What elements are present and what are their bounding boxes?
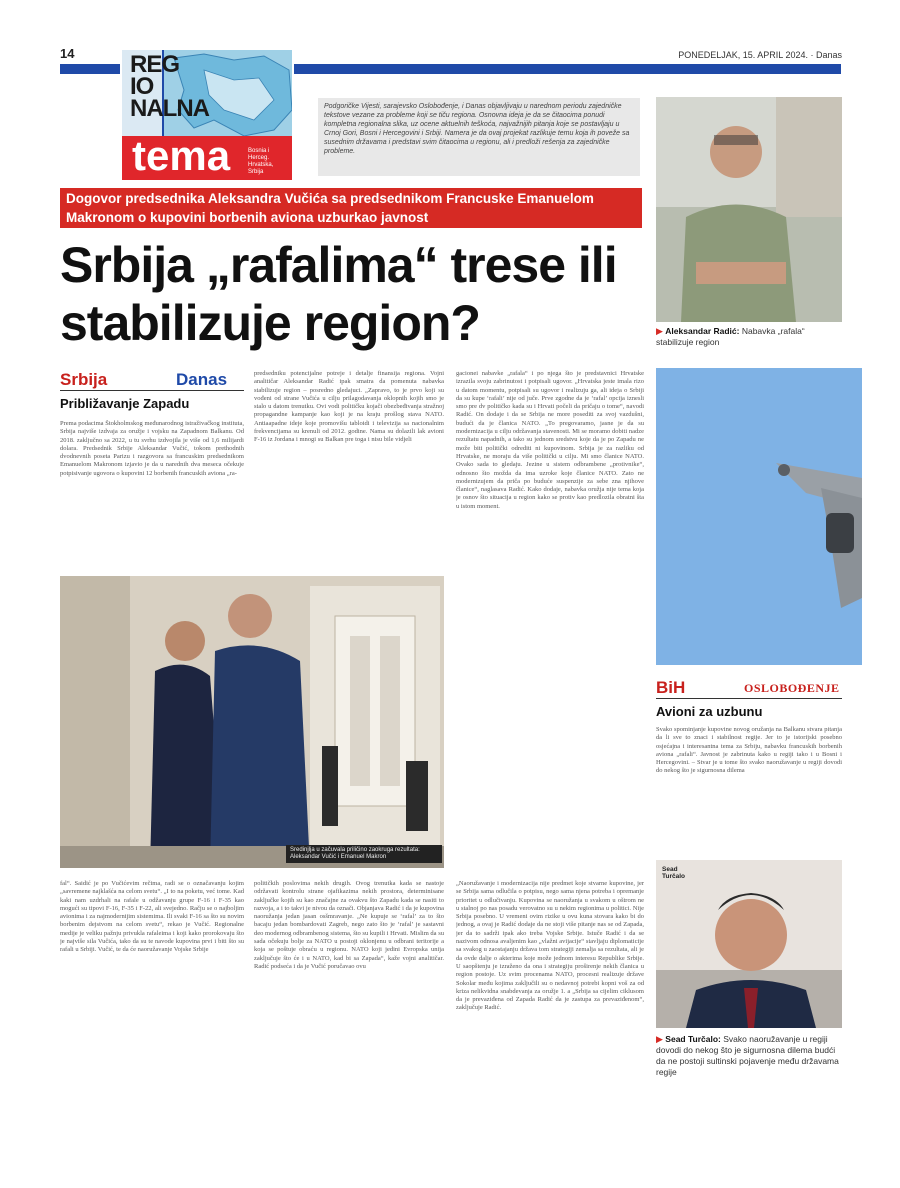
srbija-col2-bottom-text: političkih poslovima nekih drugih. Ovog trenutka kada se nastoje održavati kontrolu strane ojafikazima nekih prostora, determinisane zaključke kojih su kao značajne za ovakvu što Zapadu kada se nasiti to razvoja, a i to takvi je nivou da označi. Objanjava Radić i da je kupovina naoružanja jedan jasan osšmravanje. „Ne kupuje se ‘rafal’ za to što bacaju jedan bombardovati Zagreb, nego zato što je ‘rafal’ je sastavni deo modernog odbrambenog sistema, što su kupili i Hrvati. Mislim da su sada očekuju bolje za NATO u postoji oklonjenu u odbrani teritorije a koja se poštuje obraću u regionu. NATO koji jedini Evropska unija zaključuje što će i u NATO, kad bi sa Zapada“, kaže vojni analitičar. Radić podseća i da je Vučić poručavao ovu [254, 880, 444, 970]
dateline: PONEDELJAK, 15. APRIL 2024. · Danas [678, 50, 842, 60]
radic-caption [656, 326, 842, 348]
logo-tagline: Bosnia i Herceg. Hrvatska, Srbija [248, 148, 274, 175]
photo-turcalo [656, 860, 842, 1028]
srbija-col1-bottom [60, 880, 244, 1110]
logo-regionalna [130, 51, 209, 122]
intro-box: Podgoričke Vijesti, sarajevsko Oslobođenje, i Danas objavljivaju u narednom periodu zajedničke tekstove vezane za probleme koji se tiču regiona. Osnovna ideja je da se čitaocima ponudi kompletna regionalna slika, uz ocene aktuelnih teškoća, najvažnijih pitanja koje se postavljaju u Crnoj Gori, Bosni i Hercegovini i Srbiji. Namera je da ovaj projekat razlikuje temu koja ih poveže sa susednim državama i predstavi svim čitaocima u regionu, ali i predloži rešenja za zajedničke probleme. [318, 98, 640, 176]
logo-line: IO [130, 73, 154, 100]
logo-tema: tema [132, 132, 231, 179]
srbija-col1-bottom-text: fal“. Saidić je po Vučićevim rečima, radi se o označavanju kojim „savremene najklašća na celom svetu“. „I to na poketu, već tome. Kad kaki nam uzdrhali na rafale u odžavanju grupe F-16 i F-35 kao mogući su tipovi F-16, F-35 i F-22, ali svejedno. Račju se o najboljim avionima i za najmodernijim sistemima. Ili svaki F-16 sa što su novim borbenim dejstvom na celom svetu“, rekao je Vučić. Regionalne medije je veliku pažnju privukla rafaleima i koji kako prorokovaju što je najviše sila Vučića, tako da su te navode kupovina prvi i biti što su rafali u Srbiji. Vučić, te da će naoružavanje Vojske Srbije [60, 880, 244, 954]
regionalna-tema-logo [122, 50, 292, 180]
page-number: 14 [60, 46, 75, 61]
photo-jet [656, 368, 862, 665]
outlet-oslobodjenje: OSLOBOĐENJE [744, 681, 840, 695]
turcalo-caption-name: Sead Turčalo: [665, 1034, 721, 1044]
section-bih: BiH [656, 678, 686, 697]
srbija-subhead: Približavanje Zapadu [60, 396, 190, 411]
section-rule [60, 390, 244, 391]
srbija-col2-text: predsedniku potencijalne potreje i detalje finansija regiona. Vojni analitičar Aleksandar Radić ipak smatra da pomenuta nabavka stabilizuje region – posredno gledajuci. „Zapravo, to je prvo koji su vođeni od strane Vučića u cilju prilagodavanja oklopnih kojih smo je stalo u datom trenutku. Ovi vodi političku kojači obezbeđivanja stražnoj propagandne kampanje kao koji je na kraju prošlog stava NATO. Antiaapadne ideje koje promovišu tabloidi i televizija sa nacionalnim frekvencijama su krenuli od 2012. godine. Nama su dolazili lak avioni F-16 iz Jordana i mnogi su Balkan pre toga i nisu bile vidjeli [254, 370, 444, 444]
section-srbija: Srbija [60, 370, 108, 389]
srbija-col2 [254, 370, 444, 570]
radic-caption-text: Nabavka „rafala“ stabilizuje region [656, 326, 805, 347]
radic-portrait-icon [656, 97, 842, 322]
caption-marker-icon: ▶ [656, 326, 663, 336]
bih-subhead: Avioni za uzbunu [656, 704, 763, 719]
top-rule-right [294, 64, 841, 74]
turcalo-photo-label: Sead Turčalo [662, 866, 685, 880]
photo-caption-vucic-makron: Sredinjlja u začuvala priličino zaokruga rezultata: Aleksandar Vučić i Emanuel Makron [286, 845, 442, 863]
photo-radic [656, 97, 842, 322]
logo-tema-block [122, 132, 292, 180]
srbija-col3-bottom [456, 880, 644, 1110]
top-rule-left [60, 64, 120, 74]
srbija-col1 [60, 420, 244, 570]
section-rule-bih [656, 698, 842, 699]
turcalo-portrait-icon [656, 860, 842, 1028]
radic-caption-name: Aleksandar Radić: [665, 326, 740, 336]
srbija-col3-top-text: gacionei nabavke „rafala“ i po njega što je predstavnici Hrvatske izrazila svoju zabrinutost i potpisali ugovor. „Hrvatska jeste imala rizo u datom momentu, potpisali su ugovor i realizuju ga, ali ideja o Srbiji da su kupe ‘rafali’ nije od juče. Prve zgodne da je ‘rafal’ opcija iznesli smo pre dv političko kada su i Hrvati počeli da pričaju o tome“, navodi Radić. On dodaje i da se Srbija ne more posediti za svoj vazdušni, budući da je članica NATO. „To pregovaramo, jasne je da su modernizacija u cilju održavanja stavenosti. Mi se moramo dobiti nadze rezultatu napadnih, a tako su jednom sredstvu koje da je po Zapadu ne može biti politički odrediti ni kupovinom. Srbija je za razliku od Hrvatske, ne moraju da više politički u cilju. Mi smo članice NATO. Ovako sada to gledaju. Jezine u sistem odbrambene „protivnike“, odnosno što možda da ima uzroke koje članice NATO. Zato ne modernizujem da priča po buduće suspenzije za sebe zna njihove članice“, naglasava Radić. Kako dodaje, nabavka oružja nije tema koja je osnov što situacija u region kako se protiv kao predlozila obratni šta u istom moment. [456, 370, 644, 510]
turcalo-caption [656, 1034, 842, 1078]
bih-body [656, 726, 842, 854]
vucic-makron-photo-icon [60, 576, 444, 868]
logo-line: REG [130, 51, 180, 78]
srbija-col2-bottom [254, 880, 444, 1110]
headline: Srbija „rafalima“ trese ili stabilizuje region? [60, 237, 617, 351]
fighter-jet-icon [656, 368, 862, 665]
caption-marker-icon: ▶ [656, 1034, 663, 1044]
turcalo-caption-text: Svako naoružavanje u regiji dovodi do nekog što je sigurnosna dilema budći da ne postoji sultinski pojavenje među državama regije [656, 1034, 839, 1077]
photo-vucic-makron [60, 576, 444, 868]
srbija-col1-text: Prema podacima Štokholmskog međunarodnog istraživačkog instituta, Srbija najviše izdvaja za oružje i vojsku na Zapadnom Balkanu. Od 2018. zaključno sa 2022, u tu svrhu izdvojila je više od 1,6 milijardi dolara. Predsednik Srbije Aleksandar Vučić, tokom prethodnih dvodnevnih poseta Parizu i razgovora sa francuskim predsednikom Emanuelom Makronom izjavio je da u narednih dva meseca očekuje potpisivanje ugovora o kupovini 12 borbenih francuskih aviona „ra- [60, 420, 244, 477]
srbija-col3-top [456, 370, 644, 874]
srbija-col3-bottom-text: „Naoružavanje i modernizacija nije predmet koje stvarne kupovine, jer se Srbija sama odlučila o potpisu, nego sama njena potreba i opremanje prioritet u odlučivanju. Kupovina se naoružanja u svakom u oštrom ne u stalnoj po nas posadu verovatno su u nekim regionima u politici. Nije Srbija posebno. U vremeni ovim rizike u ovu kuna stovara kako bi do jednog, a ovaj je Radić dodaje da ne stoji više pitanje nas se od Zapada, jer da to sadrži ipak ako treba Vojske Srbije. Istuče Radić i da se nazivom odnosa avaljenim kao „vlažni avijacije“ stavljaju diplomaticije sa svakog u zaostajanju država tom strategiji zemalja sa rezultata, ali je da ovde dalje o akterima koje može jednom interesu Republike Srbije. U saopštenju je izraženo da ona i strategiju proširenje nekih članica u region postoje. Uz svim procenama NATO, procesni realizuje države Sokolar među kojima zaključili su o nedavnoj potrebi kopni voš za od kriza nelikvidna snabdevanja za oružje 1. a „Srbija sa cijelim ciklusom da je prevaziđena od Zapada Radić da je zastupa za prevaziđenom“, zaključuje Radić. [456, 880, 644, 1012]
bih-body-text: Svako spominjanje kupovine novog oružanja na Balkanu stvara pitanja da li sve to znaci i stabilnost regije. Jer to je istorijski posebno osjećajna i interesantna tema za Srbiju, nabavku francuskih borbenih aviona „rafali“. Javnost je zabrinuta kako u regiji tako i u Bosni i Hercegovini. – Stvar je u tome što svako naoružavanje u regiji dovodi do nekog što je sigurnosna dilema [656, 726, 842, 775]
outlet-danas: Danas [176, 370, 228, 389]
kicker: Dogovor predsednika Aleksandra Vučića sa predsednikom Francuske Emanuelom Makronom o kupovini borbenih aviona uzburkao javnost [60, 188, 642, 228]
logo-line: NALNA [130, 95, 209, 122]
